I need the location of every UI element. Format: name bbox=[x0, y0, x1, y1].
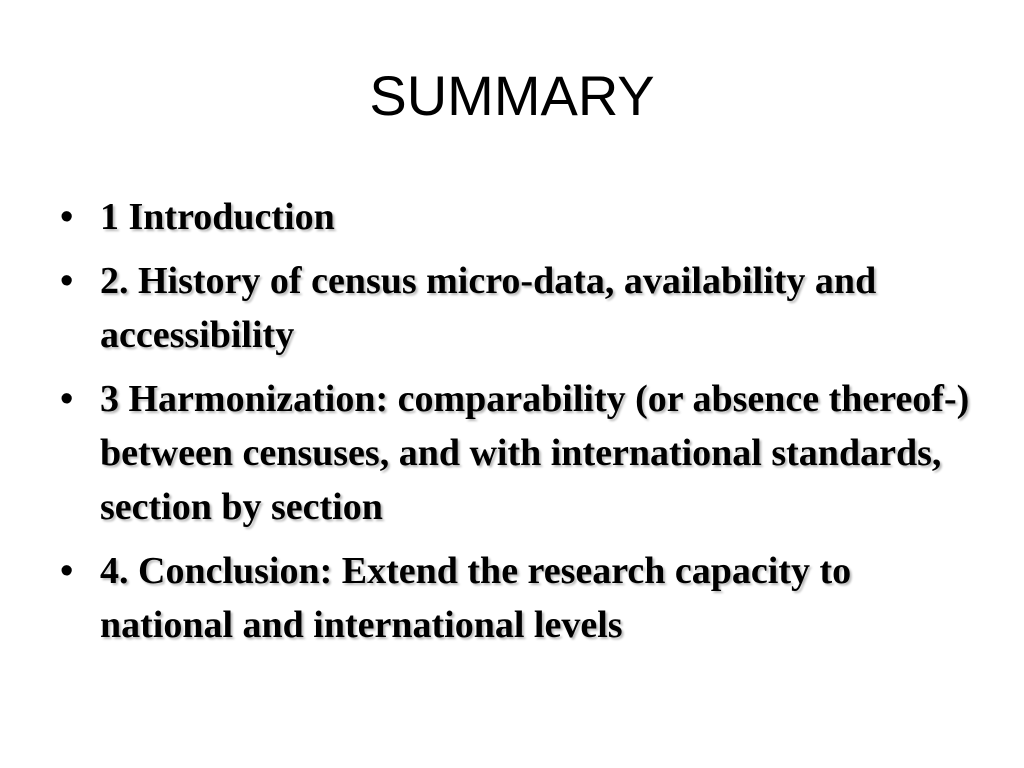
bullet-list bbox=[60, 190, 980, 662]
slide-title: SUMMARY bbox=[369, 64, 655, 127]
bullet-item-history bbox=[60, 254, 980, 362]
bullet-dot-icon: • bbox=[60, 378, 74, 420]
bullet-text: 1 Introduction bbox=[100, 196, 335, 238]
bullet-text: 4. Conclusion: Extend the research capacity to national and international levels bbox=[100, 550, 852, 646]
bullet-text: 2. History of census micro-data, availability and accessibility bbox=[100, 260, 877, 356]
bullet-text: 3 Harmonization: comparability (or absence thereof-) between censuses, and with international standards, section by section bbox=[100, 378, 970, 528]
bullet-dot-icon: • bbox=[60, 260, 74, 302]
bullet-dot-icon: • bbox=[60, 550, 74, 592]
bullet-item-harmonization bbox=[60, 372, 980, 534]
bullet-item-conclusion bbox=[60, 544, 980, 652]
bullet-item-introduction bbox=[60, 190, 980, 244]
bullet-dot-icon: • bbox=[60, 196, 74, 238]
